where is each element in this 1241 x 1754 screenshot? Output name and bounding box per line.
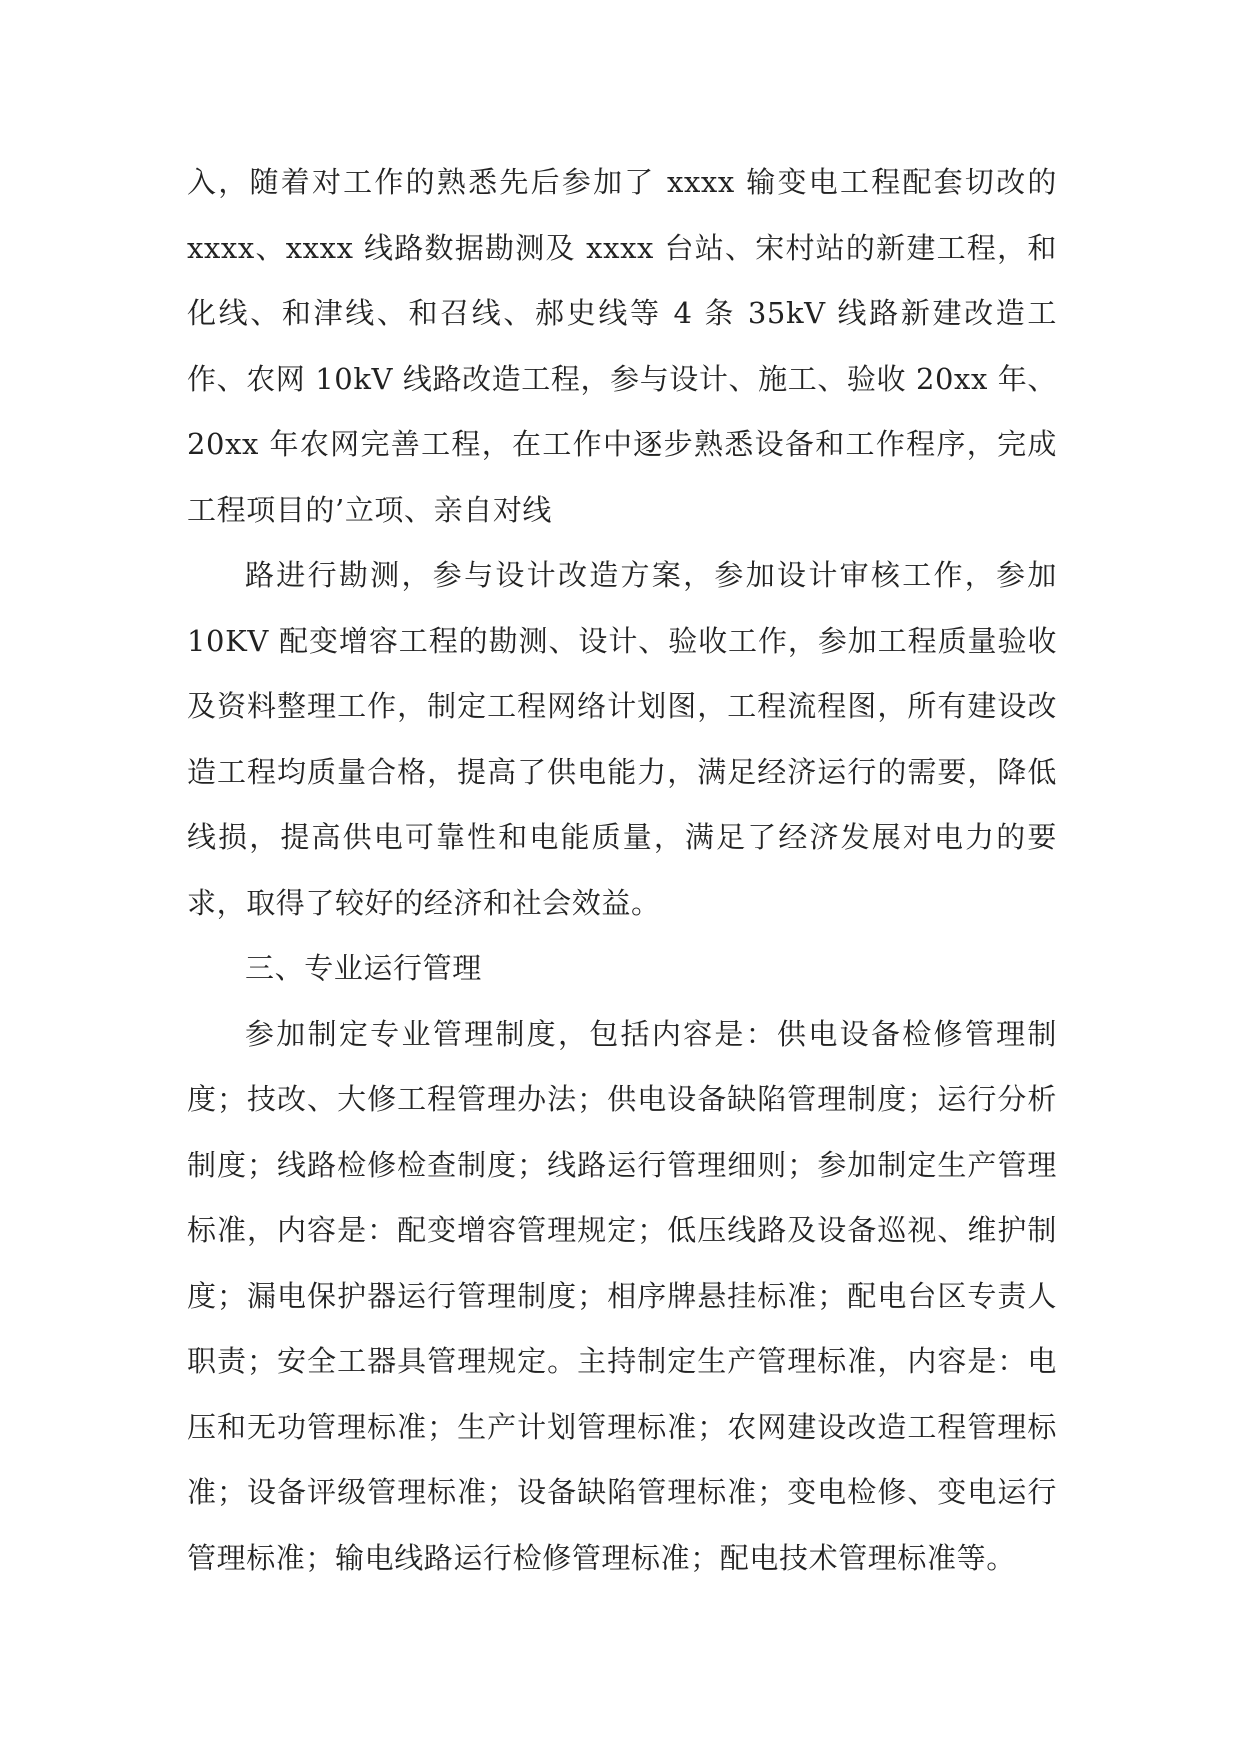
paragraph-continuation: 入，随着对工作的熟悉先后参加了 xxxx 输变电工程配套切改的 xxxx、xxxx 线路数据勘测及 xxxx 台站、宋村站的新建工程，和化线、和津线、和召线、郝史线等 4 条 35kV 线路新建改造工作、农网 10kV 线路改造工程，参与设计、施工、验收 20xx 年、20xx 年农网完善工程，在工作中逐步熟悉设备和工作程序，完成工程项目的’立项、亲自对线 xyxy=(187,165,1057,527)
section-heading-operation-management: 三、专业运行管理 xyxy=(245,951,482,985)
paragraph-management-rules: 参加制定专业管理制度，包括内容是：供电设备检修管理制度；技改、大修工程管理办法；供电设备缺陷管理制度；运行分析制度；线路检修检查制度；线路运行管理细则；参加制定生产管理标准，内容是：配变增容管理规定；低压线路及设备巡视、维护制度；漏电保护器运行管理制度；相序牌悬挂标准；配电台区专责人职责；安全工器具管理规定。主持制定生产管理标准，内容是：电压和无功管理标准；生产计划管理标准；农网建设改造工程管理标准；设备评级管理标准；设备缺陷管理标准；变电检修、变电运行管理标准；输电线路运行检修管理标准；配电技术管理标准等。 xyxy=(187,1016,1057,1575)
document-body xyxy=(187,150,1057,1591)
paragraph-engineering-work: 路进行勘测，参与设计改造方案，参加设计审核工作，参加 10KV 配变增容工程的勘测、设计、验收工作，参加工程质量验收及资料整理工作，制定工程网络计划图，工程流程图，所有建设改造工程均质量合格，提高了供电能力，满足经济运行的需要，降低线损，提高供电可靠性和电能质量，满足了经济发展对电力的要求，取得了较好的经济和社会效益。 xyxy=(187,558,1057,920)
